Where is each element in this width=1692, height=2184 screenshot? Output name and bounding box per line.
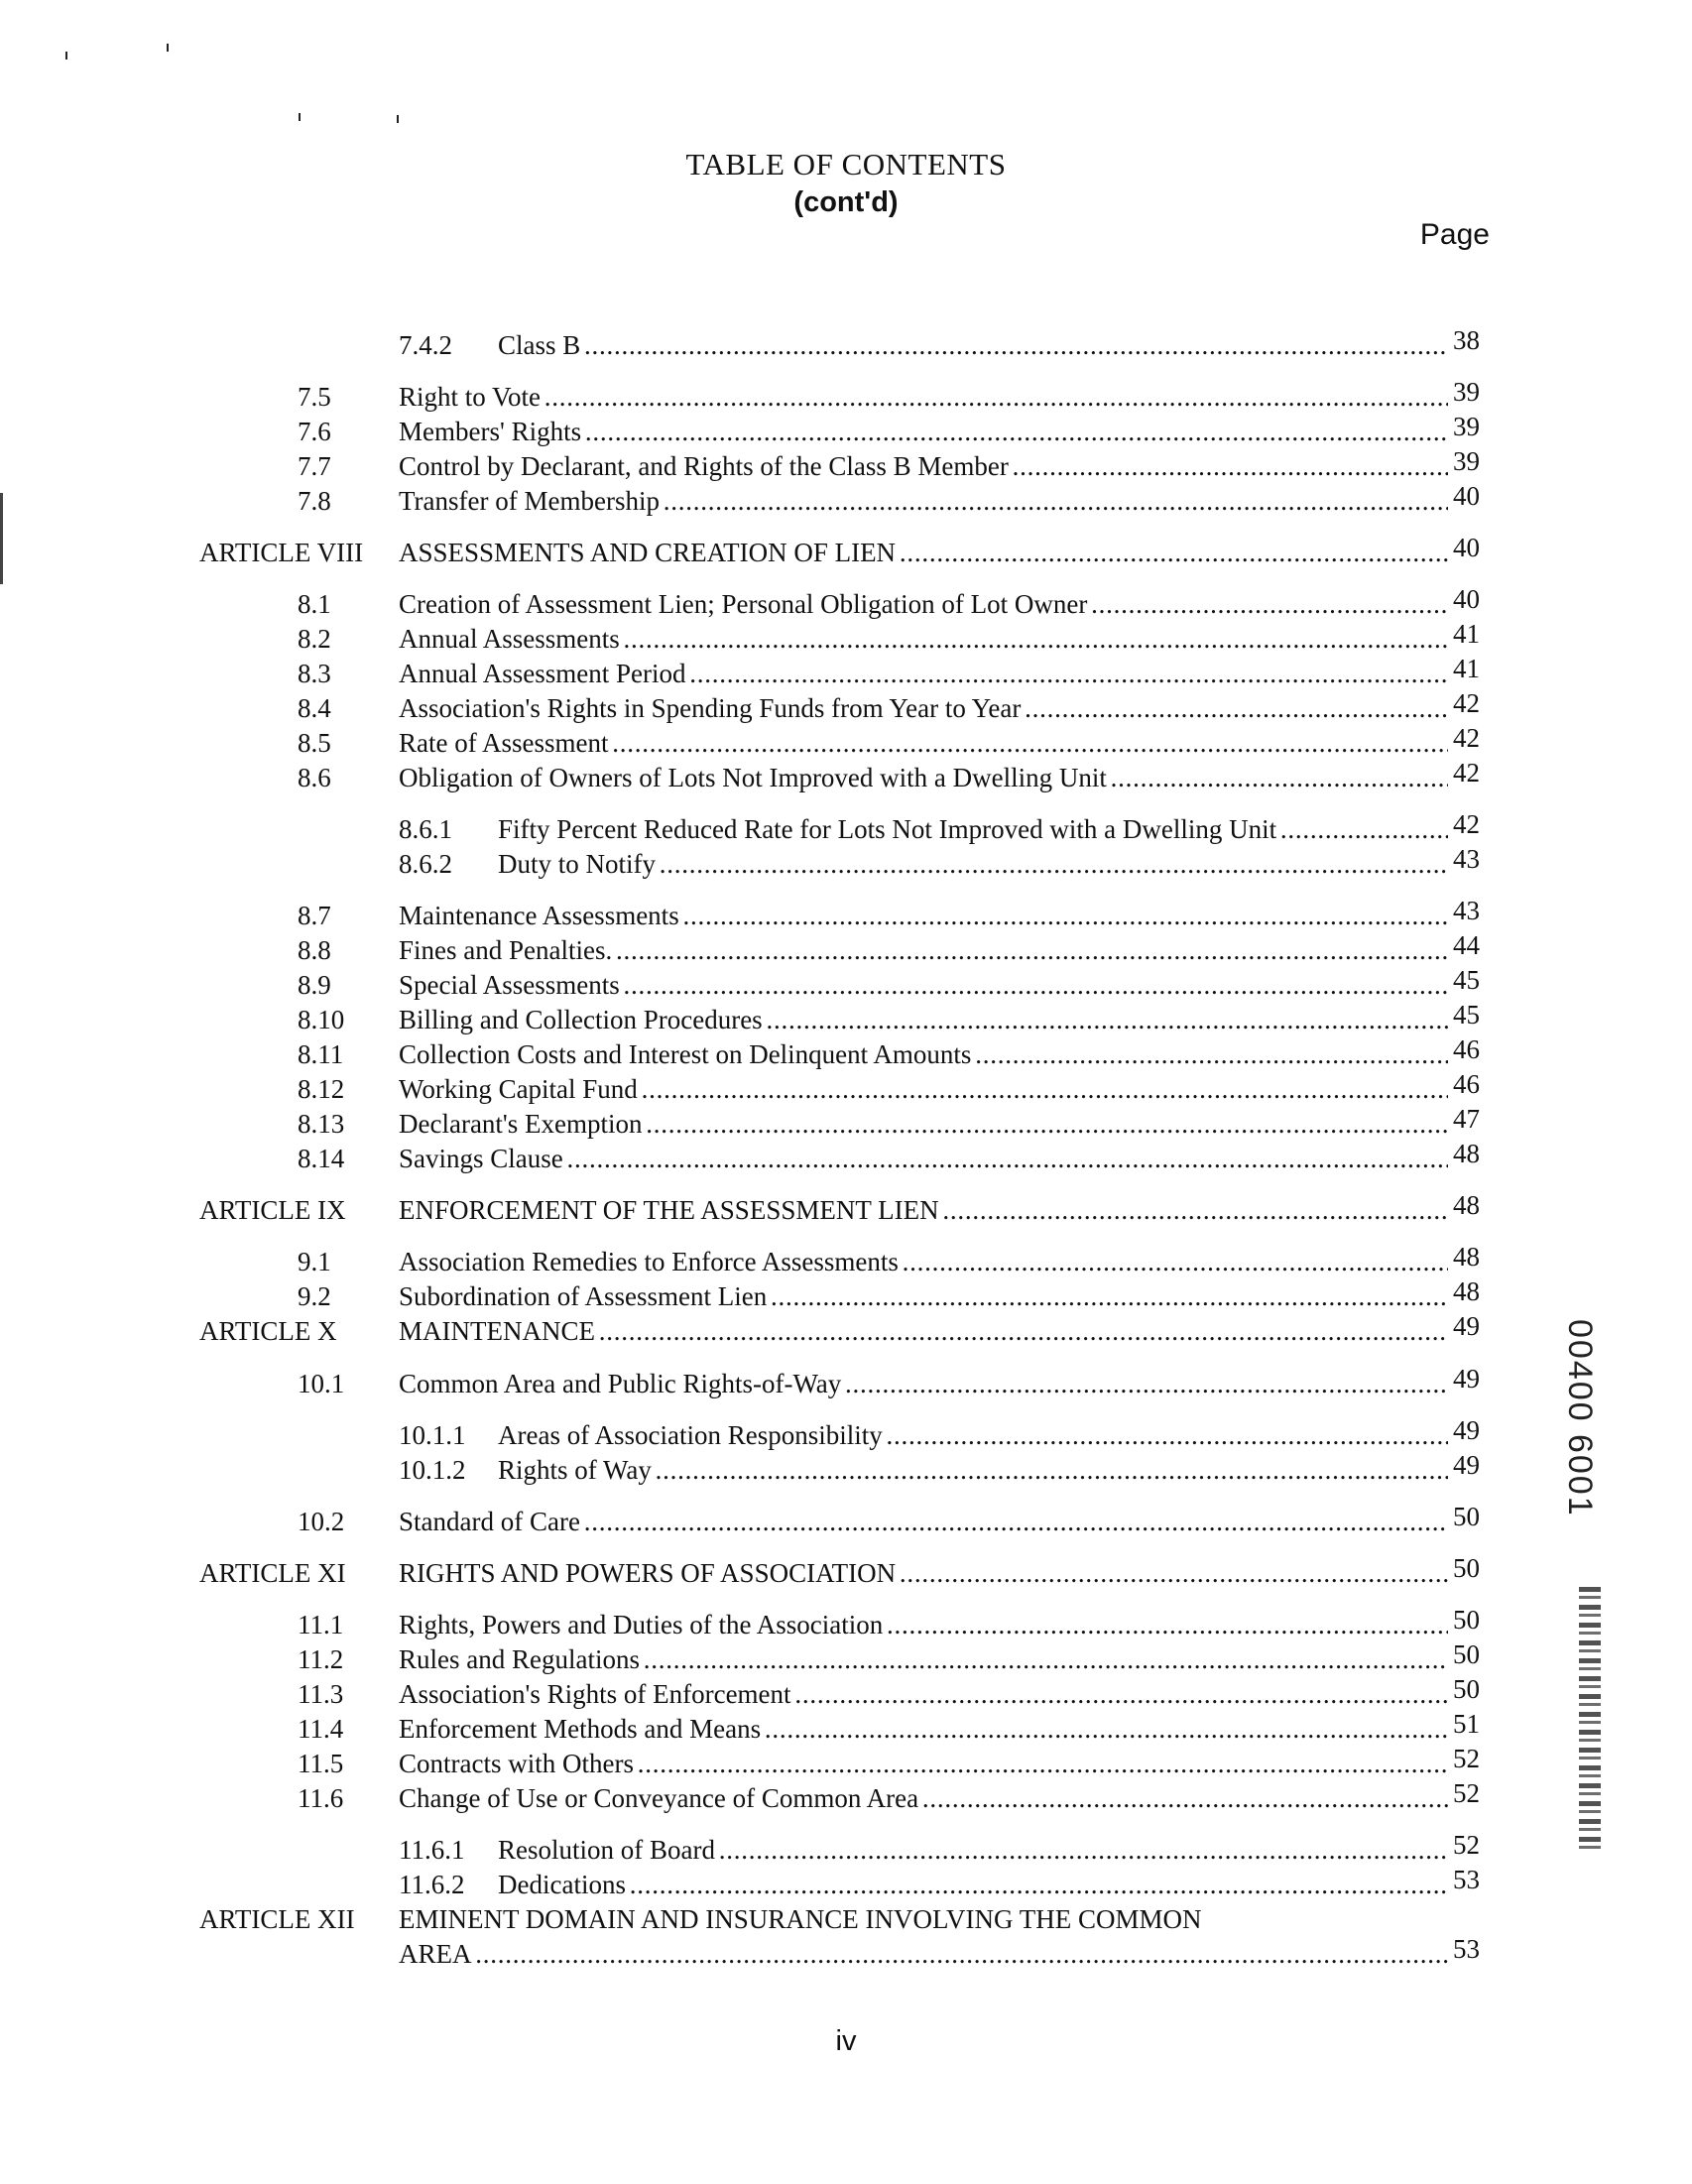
toc-entry-page: 48 [1453, 1242, 1480, 1272]
toc-entry-page: 40 [1453, 481, 1480, 511]
toc-entry [0, 846, 1692, 882]
toc-entry-page: 39 [1453, 446, 1480, 476]
toc-entry-page: 49 [1453, 1364, 1480, 1394]
toc-entry-number: 8.6 [298, 763, 331, 792]
toc-entry-page: 43 [1453, 896, 1480, 925]
toc-entry-number: 8.7 [298, 901, 331, 930]
toc-entry-page: 47 [1453, 1104, 1480, 1134]
toc-entry-title: Maintenance Assessments . . . [399, 898, 1448, 933]
toc-entry-page: 39 [1453, 377, 1480, 407]
toc-entry-title: Rights of Way . . . [498, 1452, 1448, 1488]
toc-entry-number: 11.5 [298, 1749, 344, 1778]
toc-entry [0, 1780, 1692, 1816]
toc-entry-page: 42 [1453, 688, 1480, 718]
toc-entry-number: 8.5 [298, 728, 331, 758]
toc-entry-title: Annual Assessment Period . . . [399, 656, 1448, 691]
toc-entry-page: 42 [1453, 809, 1480, 839]
toc-entry-title: Transfer of Membership . . . [399, 483, 1448, 519]
toc-entry-page: 45 [1453, 1000, 1480, 1030]
toc-entry-number: 7.6 [298, 417, 331, 446]
toc-entry-title: Fines and Penalties. . . . [399, 932, 1448, 968]
toc-entry-title: Subordination of Assessment Lien . . . [399, 1278, 1448, 1314]
toc-entry-title: Common Area and Public Rights-of-Way . . . [399, 1366, 1448, 1401]
toc-entry-number: ARTICLE XII [199, 1904, 355, 1934]
toc-entry-number: 8.10 [298, 1005, 345, 1034]
scan-speck [299, 113, 301, 121]
toc-entry-page: 53 [1453, 1934, 1480, 1964]
toc-entry-page: 52 [1453, 1744, 1480, 1773]
toc-entry-page: 41 [1453, 619, 1480, 649]
toc-entry-title: Creation of Assessment Lien; Personal Obligation of Lot Owner . . . [399, 586, 1448, 622]
toc-entry-title: Declarant's Exemption . . . [399, 1106, 1448, 1142]
toc-entry-number: 8.8 [298, 935, 331, 965]
toc-entry-number: 8.13 [298, 1109, 345, 1139]
toc-entry-page: 43 [1453, 844, 1480, 874]
toc-entry-number: 10.1.1 [399, 1420, 466, 1450]
toc-entry-title: Change of Use or Conveyance of Common Area . . . [399, 1780, 1448, 1816]
toc-entry-page: 48 [1453, 1276, 1480, 1306]
toc-entry-title: RIGHTS AND POWERS OF ASSOCIATION . . . [399, 1555, 1448, 1591]
toc-entry-page: 42 [1453, 723, 1480, 753]
toc-entry-number: 8.6.2 [399, 849, 452, 879]
toc-entry [0, 1936, 1692, 1972]
toc-entry-number: 8.9 [298, 970, 331, 1000]
toc-entry-title: Enforcement Methods and Means . . . [399, 1711, 1448, 1747]
toc-entry-number: 10.2 [298, 1507, 345, 1536]
toc-entry-number: 7.7 [298, 451, 331, 481]
toc-entry-page: 52 [1453, 1778, 1480, 1808]
toc-entry [0, 327, 1692, 363]
toc-entry-page: 50 [1453, 1553, 1480, 1583]
toc-entry [0, 1366, 1692, 1401]
toc-entry-title: ASSESSMENTS AND CREATION OF LIEN . . . [399, 535, 1448, 570]
toc-entry-page: 40 [1453, 533, 1480, 562]
toc-entry [0, 1313, 1692, 1349]
toc-entry-title: Savings Clause . . . [399, 1141, 1448, 1176]
page-column-label: Page [1419, 218, 1490, 251]
toc-entry-page: 52 [1453, 1830, 1480, 1860]
toc-entry-page: 53 [1453, 1865, 1480, 1894]
toc-entry-number: 10.1 [298, 1369, 345, 1398]
toc-entry [0, 1452, 1692, 1488]
toc-entry-page: 48 [1453, 1139, 1480, 1168]
toc-entry-title: Working Capital Fund . . . [399, 1071, 1448, 1107]
toc-entry-title: ENFORCEMENT OF THE ASSESSMENT LIEN . . . [399, 1192, 1448, 1228]
toc-entry-number: 7.4.2 [399, 330, 452, 360]
margin-scribble [1579, 1587, 1601, 1851]
toc-entry-title: Obligation of Owners of Lots Not Improved with a Dwelling Unit . . . [399, 760, 1448, 795]
toc-entry-title: Standard of Care . . . [399, 1504, 1448, 1539]
toc-entry-page: 48 [1453, 1190, 1480, 1220]
toc-entry-number: 11.6.2 [399, 1870, 465, 1899]
toc-entry-page: 50 [1453, 1502, 1480, 1531]
toc-entry-page: 45 [1453, 965, 1480, 995]
toc-entry-number: 11.2 [298, 1644, 344, 1674]
page-number: iv [835, 2025, 857, 2057]
toc-subtitle: (cont'd) [793, 186, 899, 218]
toc-entry-number: 11.1 [298, 1610, 344, 1639]
toc-entry-page: 41 [1453, 654, 1480, 683]
toc-entry-page: 50 [1453, 1674, 1480, 1704]
toc-entry-title: Special Assessments . . . [399, 967, 1448, 1003]
toc-entry-title: EMINENT DOMAIN AND INSURANCE INVOLVING THE COMMON [399, 1904, 1202, 1934]
toc-entry-title: Control by Declarant, and Rights of the Class B Member . . . [399, 448, 1448, 484]
toc-entry-page: 46 [1453, 1034, 1480, 1064]
toc-entry-page: 39 [1453, 412, 1480, 441]
scan-speck [65, 52, 67, 60]
toc-entry-number: 9.2 [298, 1281, 331, 1311]
toc-entry-title: Rate of Assessment . . . [399, 725, 1448, 761]
toc-entry [0, 1192, 1692, 1228]
scan-speck [167, 44, 169, 52]
toc-entry [0, 535, 1692, 570]
toc-entry-number: 8.12 [298, 1074, 345, 1104]
toc-entry [0, 760, 1692, 795]
toc-entry-title: Right to Vote . . . [399, 379, 1448, 415]
toc-entry-title: Duty to Notify . . . [498, 846, 1448, 882]
toc-entry-page: 44 [1453, 930, 1480, 960]
toc-entry-page: 42 [1453, 758, 1480, 788]
toc-entry-page: 40 [1453, 584, 1480, 614]
toc-entry-title: AREA . . . [399, 1936, 1448, 1972]
toc-entry-title: Members' Rights . . . [399, 414, 1448, 449]
toc-entry-title: Resolution of Board . . . [498, 1832, 1448, 1868]
toc-title: TABLE OF CONTENTS [685, 147, 1007, 182]
toc-entry-page: 46 [1453, 1069, 1480, 1099]
toc-entry-title: Billing and Collection Procedures . . . [399, 1002, 1448, 1037]
toc-entry-page: 50 [1453, 1639, 1480, 1669]
toc-entry-title: Rules and Regulations . . . [399, 1641, 1448, 1677]
toc-entry-number: ARTICLE VIII [199, 538, 364, 567]
toc-entry-number: ARTICLE XI [199, 1558, 346, 1588]
toc-entry-title: Contracts with Others . . . [399, 1746, 1448, 1781]
toc-entry-number: 8.6.1 [399, 814, 452, 844]
toc-entry-number: 11.4 [298, 1714, 344, 1744]
toc-entry-number: 7.8 [298, 486, 331, 516]
toc-entry-title: Areas of Association Responsibility . . . [498, 1417, 1448, 1453]
toc-entry-number: 8.14 [298, 1144, 345, 1173]
toc-entry-page: 49 [1453, 1450, 1480, 1480]
toc-entry-number: ARTICLE X [199, 1316, 337, 1346]
toc-entry [0, 483, 1692, 519]
toc-entry-title: Class B . . . [498, 327, 1448, 363]
toc-entry-title: Annual Assessments . . . [399, 621, 1448, 657]
toc-entry [0, 1555, 1692, 1591]
toc-entry-number: ARTICLE IX [199, 1195, 346, 1225]
toc-entry-number: 8.3 [298, 659, 331, 688]
toc-entry-number: 11.6.1 [399, 1835, 465, 1865]
toc-entry-title: Dedications . . . [498, 1867, 1448, 1902]
toc-entry [0, 1504, 1692, 1539]
toc-entry-title: MAINTENANCE . . . [399, 1313, 1448, 1349]
toc-entry-number: 8.11 [298, 1039, 344, 1069]
toc-entry-number: 10.1.2 [399, 1455, 466, 1485]
toc-entry-title: Association Remedies to Enforce Assessments . . . [399, 1244, 1448, 1279]
toc-entry [0, 1867, 1692, 1902]
toc-entry [0, 1141, 1692, 1176]
toc-entry-page: 49 [1453, 1311, 1480, 1341]
toc-entry-page: 51 [1453, 1709, 1480, 1739]
toc-entry-title: Collection Costs and Interest on Delinquent Amounts . . . [399, 1036, 1448, 1072]
scan-edge-mark [0, 493, 3, 584]
toc-entry-page: 50 [1453, 1605, 1480, 1635]
toc-entry-number: 9.1 [298, 1247, 331, 1276]
toc-entry-number: 7.5 [298, 382, 331, 412]
toc-entry-page: 38 [1453, 325, 1480, 355]
scan-speck [397, 115, 399, 123]
toc-entry-title: Association's Rights in Spending Funds from Year to Year . . . [399, 690, 1448, 726]
toc-entry-page: 49 [1453, 1415, 1480, 1445]
toc-entry-title: Association's Rights of Enforcement . . . [399, 1676, 1448, 1712]
toc-entry-title: Fifty Percent Reduced Rate for Lots Not Improved with a Dwelling Unit . . . [498, 811, 1448, 847]
toc-entry-number: 8.1 [298, 589, 331, 619]
bates-stamp: 00400 6001 [1561, 1319, 1599, 1517]
toc-entry-title: Rights, Powers and Duties of the Association . . . [399, 1607, 1448, 1642]
toc-entry-number: 11.3 [298, 1679, 344, 1709]
toc-entry-number: 8.4 [298, 693, 331, 723]
toc-entry-number: 8.2 [298, 624, 331, 654]
toc-entry-number: 11.6 [298, 1783, 344, 1813]
